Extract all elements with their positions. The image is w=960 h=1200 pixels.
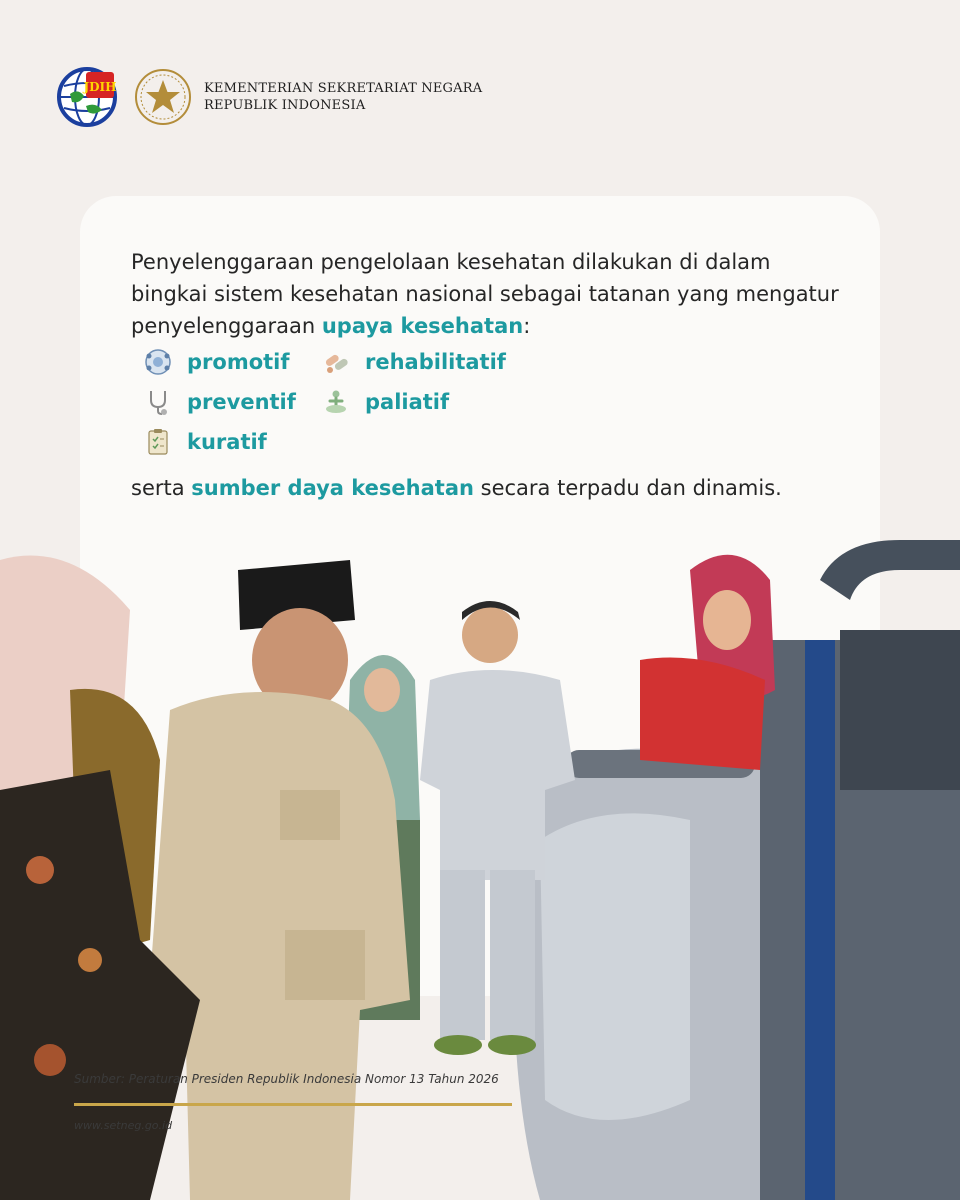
hospital-visit-illustration [0,540,960,1200]
item-label: promotif [187,350,290,374]
intro-text: Penyelenggaraan pengelolaan kesehatan dilakukan di dalam bingkai sistem kesehatan nasional sebagai tatanan yang mengatur penyelenggaraan [131,250,839,338]
pills-icon [321,347,351,377]
item-label: kuratif [187,430,267,454]
item-label: rehabilitatif [365,350,506,374]
intro-paragraph [131,246,851,342]
intro-highlight: upaya kesehatan [321,314,524,338]
meditation-icon [321,387,351,417]
closing-suffix: secara terpadu dan dinamis. [473,476,782,500]
ministry-name [204,80,482,114]
list-item-preventif [143,384,296,420]
stethoscope-icon [143,387,173,417]
ministry-name-line2: REPUBLIK INDONESIA [204,98,366,113]
globe-network-icon [143,347,173,377]
item-label: paliatif [365,390,450,414]
website-link[interactable]: www.setneg.go.id [74,1119,173,1132]
woman-in-red-hijab [640,555,775,770]
list-item-rehabilitatif [321,344,506,380]
gold-divider [74,1103,512,1106]
closing-highlight: sumber daya kesehatan [191,476,474,500]
item-label: preventif [187,390,296,414]
list-item-paliatif [321,384,449,420]
list-item-promotif [143,344,290,380]
closing-prefix: serta [131,476,192,500]
svg-text:JDIH: JDIH [83,80,117,94]
jdih-logo [56,66,118,128]
closing-paragraph [131,472,851,504]
state-seal-logo [134,68,192,126]
clipboard-icon [143,427,173,457]
header [56,66,482,128]
ministry-name-line1: KEMENTERIAN SEKRETARIAT NEGARA [204,81,483,96]
list-item-kuratif [143,424,267,460]
source-citation: Sumber: Peraturan Presiden Republik Indonesia Nomor 13 Tahun 2026 [74,1072,499,1086]
card-content [131,246,851,504]
intro-suffix: : [523,314,531,338]
health-efforts-list [143,344,851,464]
